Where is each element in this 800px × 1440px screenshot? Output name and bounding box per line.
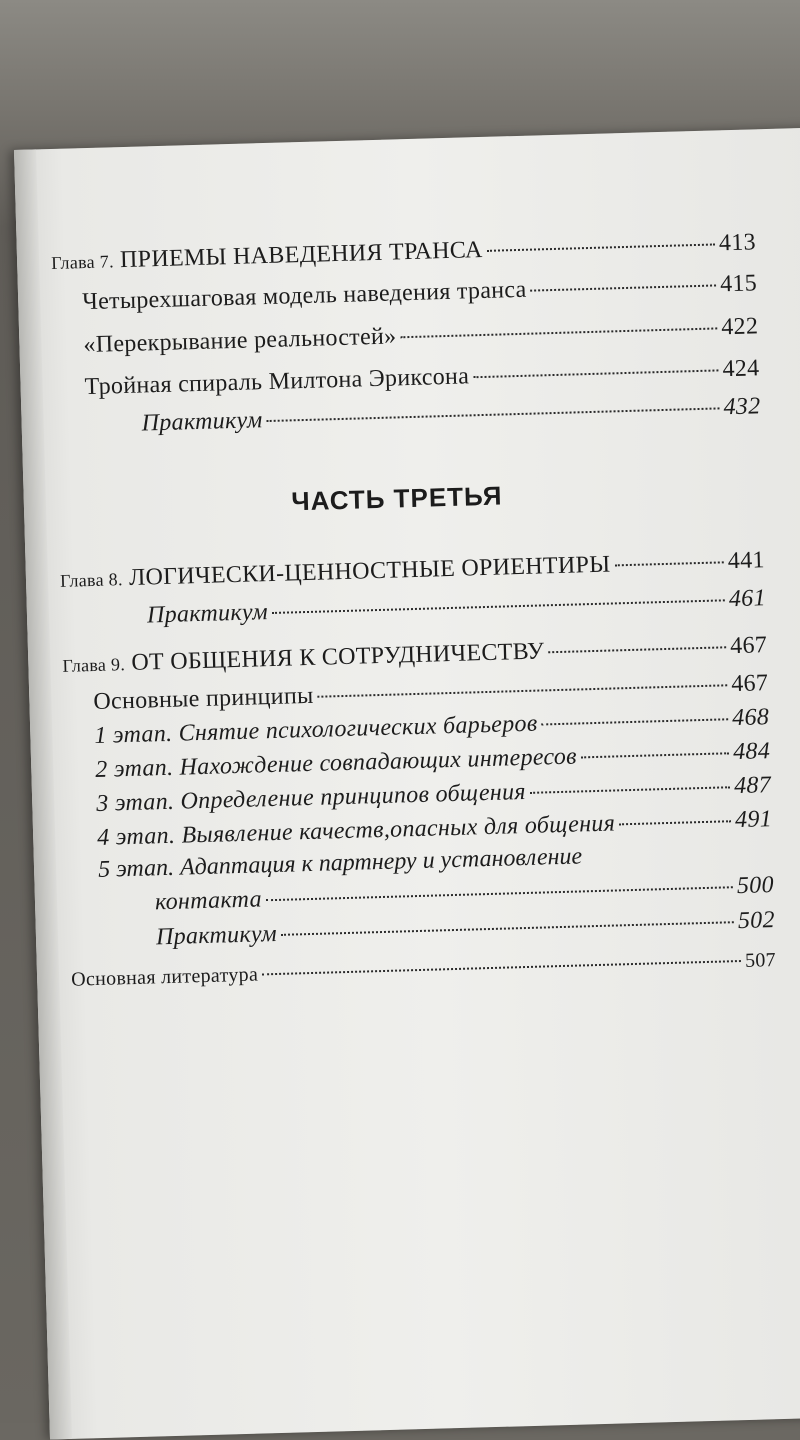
leader-dots [262, 959, 741, 975]
leader-dots [531, 283, 717, 291]
page-number: 467 [730, 670, 769, 698]
leader-dots [541, 717, 728, 725]
page-number: 422 [720, 313, 759, 341]
page-number: 432 [723, 393, 761, 421]
toc-entry-literature [71, 949, 776, 992]
leader-dots [530, 785, 730, 794]
page-number: 467 [729, 632, 768, 660]
leader-dots [614, 560, 724, 566]
leader-dots [487, 242, 715, 251]
toc-entry-chapter-7 [51, 229, 756, 276]
page-number: 424 [722, 355, 760, 383]
toc-entry-title: Глава 7. ПРИЕМЫ НАВЕДЕНИЯ ТРАНСА [50, 236, 483, 274]
leader-dots [272, 598, 725, 614]
toc-entry-title: Практикум [141, 407, 263, 437]
leader-dots [581, 751, 729, 758]
leader-dots [400, 326, 717, 338]
page-number: 487 [733, 772, 772, 800]
toc-entry-title: Тройная спираль Милтона Эриксона [84, 363, 470, 401]
page-number: 415 [719, 270, 758, 298]
page-number: 461 [728, 585, 767, 613]
toc-entry-title: Четырехшаговая модель наведения транса [81, 276, 527, 316]
part-heading: ЧАСТЬ ТРЕТЬЯ [290, 480, 503, 517]
page-number: 507 [744, 949, 777, 972]
toc-entry [82, 270, 757, 316]
toc-entry [84, 355, 759, 401]
leader-dots [473, 368, 719, 378]
toc-entry-practicum [147, 585, 767, 629]
toc-entry-title: Практикум [155, 920, 278, 951]
page-number: 491 [734, 806, 773, 834]
page-number: 484 [732, 738, 771, 766]
leader-dots [317, 683, 727, 697]
leader-dots [266, 406, 719, 422]
toc-entry-title: Основные принципы [93, 682, 314, 715]
leader-dots [281, 920, 734, 936]
book-page [14, 128, 800, 1440]
toc-entry-title: Практикум [146, 599, 269, 629]
table-of-contents [14, 128, 800, 1440]
toc-entry-title: контакта [154, 886, 263, 916]
toc-entry-title: 4 этап. Выявление качеств,опасных для общения [96, 810, 616, 851]
page-number: 500 [736, 872, 775, 900]
toc-entry-chapter-9 [62, 632, 767, 679]
leader-dots [548, 645, 726, 653]
toc-entry-title: Глава 9. ОТ ОБЩЕНИЯ К СОТРУДНИЧЕСТВУ [62, 638, 545, 676]
toc-entry-title: 3 этап. Определение принципов общения [95, 778, 527, 817]
toc-entry-title: Основная литература [70, 963, 259, 991]
page-number: 468 [731, 704, 770, 732]
toc-entry-title: 1 этап. Снятие психологических барьеров [94, 710, 538, 749]
leader-dots [266, 885, 733, 901]
toc-entry-practicum [141, 393, 761, 437]
toc-entry-title: Глава 8. ЛОГИЧЕСКИ-ЦЕННОСТНЫЕ ОРИЕНТИРЫ [59, 551, 611, 591]
leader-dots [619, 819, 731, 825]
page-number: 413 [718, 229, 757, 257]
toc-entry-stage-5-line-1: 5 этап. Адаптация к партнеру и установление [97, 843, 583, 883]
toc-entry-chapter-8 [60, 547, 765, 594]
toc-entry [83, 313, 758, 359]
toc-entry-title: «Перекрывание реальностей» [83, 323, 397, 359]
toc-entry-title: 2 этап. Нахождение совпадающих интересов [94, 743, 578, 783]
page-number: 502 [737, 907, 776, 935]
page-number: 441 [727, 547, 766, 575]
